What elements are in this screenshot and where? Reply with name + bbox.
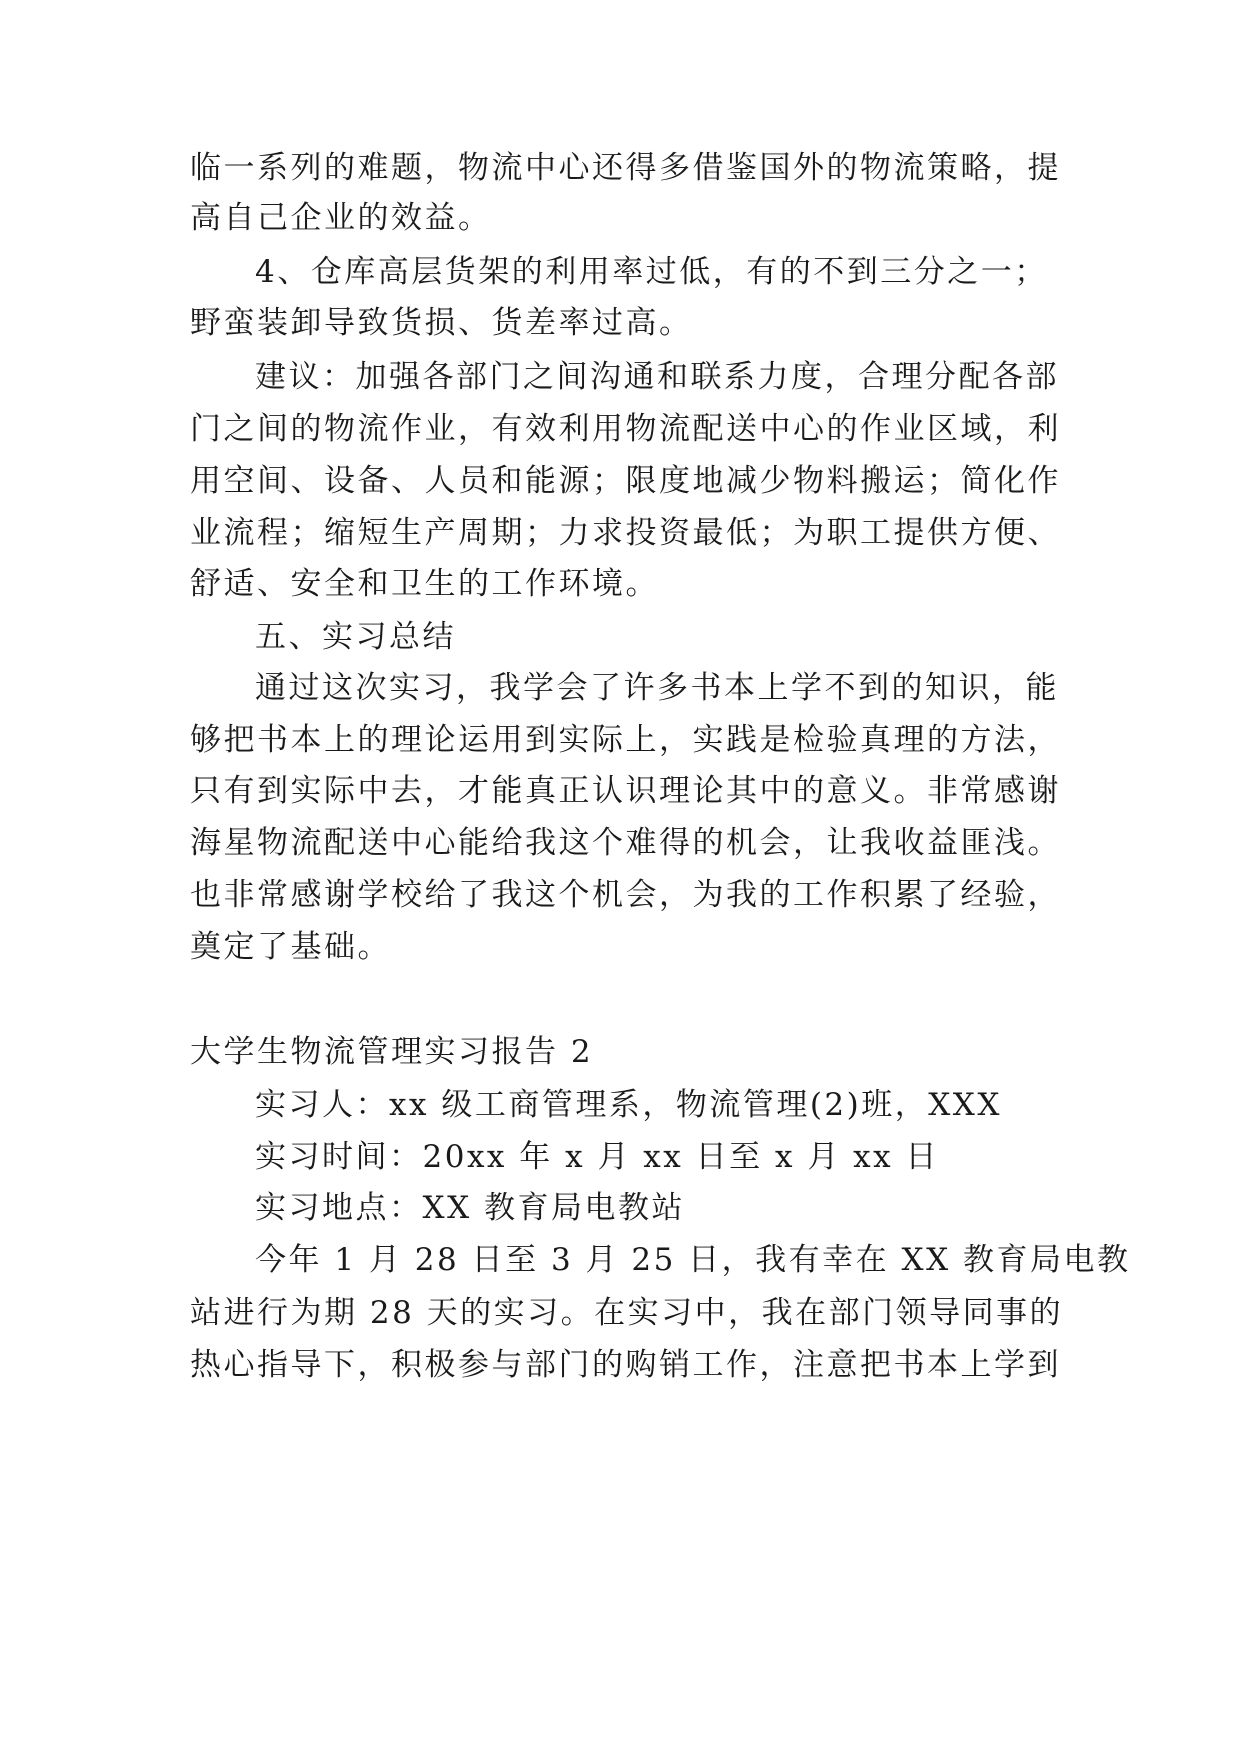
- text-line: 热心指导下，积极参与部门的购销工作，注意把书本上学到: [190, 1347, 1061, 1383]
- text-line: 门之间的物流作业，有效利用物流配送中心的作业区域，利: [190, 411, 1061, 447]
- time-line: 实习时间：20xx 年 x 月 xx 日至 x 月 xx 日: [255, 1139, 939, 1175]
- text-line: 站进行为期 28 天的实习。在实习中，我在部门领导同事的: [190, 1295, 1064, 1331]
- text-line: 4、仓库高层货架的利用率过低，有的不到三分之一；: [255, 254, 1048, 290]
- text-line: 业流程；缩短生产周期；力求投资最低；为职工提供方便、: [190, 515, 1061, 551]
- text-line: 临一系列的难题，物流中心还得多借鉴国外的物流策略，提: [190, 150, 1061, 186]
- place-line: 实习地点：XX 教育局电教站: [255, 1190, 685, 1226]
- text-line: 通过这次实习，我学会了许多书本上学不到的知识，能: [255, 670, 1059, 706]
- text-line: 够把书本上的理论运用到实际上，实践是检验真理的方法，: [190, 722, 1061, 758]
- text-line: 建议：加强各部门之间沟通和联系力度，合理分配各部: [255, 359, 1059, 395]
- text-line: 今年 1 月 28 日至 3 月 25 日，我有幸在 XX 教育局电教: [255, 1242, 1131, 1278]
- text-line: 只有到实际中去，才能真正认识理论其中的意义。非常感谢: [190, 773, 1061, 809]
- report-title: 大学生物流管理实习报告 2: [190, 1034, 594, 1070]
- text-line: 用空间、设备、人员和能源；限度地减少物料搬运；简化作: [190, 463, 1061, 499]
- text-line: 也非常感谢学校给了我这个机会，为我的工作积累了经验，: [190, 877, 1061, 913]
- text-line: 高自己企业的效益。: [190, 200, 492, 236]
- text-line: 野蛮装卸导致货损、货差率过高。: [190, 305, 693, 341]
- intern-line: 实习人：xx 级工商管理系，物流管理(2)班，XXX: [255, 1087, 1002, 1123]
- section-heading: 五、实习总结: [255, 619, 456, 655]
- text-line: 舒适、安全和卫生的工作环境。: [190, 566, 659, 602]
- text-line: 海星物流配送中心能给我这个难得的机会，让我收益匪浅。: [190, 825, 1061, 861]
- text-line: 奠定了基础。: [190, 929, 391, 965]
